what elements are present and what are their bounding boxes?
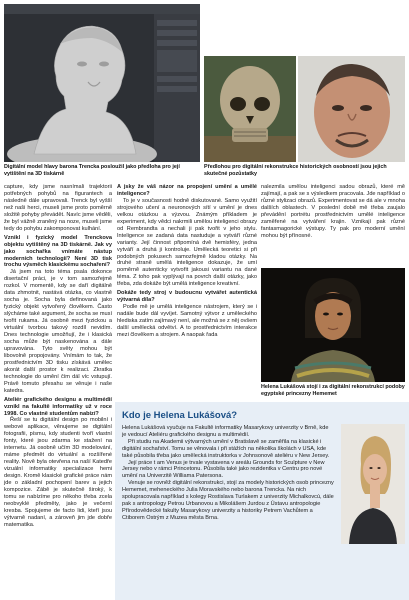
skull-illustration xyxy=(204,56,296,162)
image-reconstructed-face xyxy=(298,56,405,162)
caption-egyptian-princess: Helena Lukášová stojí i za digitální rekonstrukcí podoby egyptské princezny Hememet xyxy=(261,384,405,397)
paragraph: Helena Lukášová vyučuje na Fakultě informatiky Masarykovy univerzity v Brně, kde je vedoucí Ateliéru grafického designu a multimédií. xyxy=(122,425,329,438)
article-column-2 xyxy=(117,184,257,339)
profile-box-text xyxy=(122,425,334,522)
portrait-illustration xyxy=(341,424,405,544)
paragraph: To je v současnosti hodně diskutované. Samo využití strojového učení a neuronových sítí v umění je dnes velkou otázkou a výzvou. Známým příkladem je experiment, kdy vědci nakrmili umělou inteligenci obrazy od Rembrandta a nechali ji pak tvořit v jeho stylu. Inteligence se zadaná data nastuduje a vytváří různé varianty. Její činnost připomíná dvě hemisféry, jedna vytváří a druhá ji kontroluje. Umělecká teoretici si při podobných pokusech samozřejmě kladou otázky. Na druhé straně umělá inteligence dokazuje, že umí poměrně autenticky vytvořit jakousi variantu na dané téma. Z toho pak vyplývají na povrch další otázky, jako třeba, zda dokáže být umělá inteligence kreativní. xyxy=(117,197,257,288)
image-skull xyxy=(204,56,296,162)
interview-question: Vznikl i fyzický model Trenckova objektu vytištěný na 3D tiskárně. Jak vy jako sochařka vnímáte nástup moderních technologií? Není 3D tisk trochu výsměch klasickému sochaření? xyxy=(4,234,112,269)
image-3d-model-software xyxy=(4,4,200,162)
paragraph: Venuje se rovněž digitální rekonstrukci, stojí za modely historických osob princezny Hememet, meheneckého Julia Moravského nebo barona Trencka. Na nich spolupracovala například s kolegy Rostislava Turlakem z univerzity Michalkovcú, dále pak s antropology Petrou Urbanovou a Mikolášem Jurdou z Ústavu antropologie Přírodovědecké fakulty Masarykovy univerzity a historiky Petrem Vachůtem a Ctiborem Ostrým z Muzea města Brna. xyxy=(122,480,334,521)
paragraph: Podle mě je umělá inteligence nástrojem, který se i nadále bude dál vyvíjet. Samotný výtvor z uměleckého hlediska zatím zajímavý není, ale možná se z něj ovšem další umělecká odvětví. A to prostřednictvím interakce mezi člověkem a strojem. A naopak řada xyxy=(117,304,257,339)
article-column-1 xyxy=(4,184,112,529)
interview-question: A jsky že váš názor na propojení umění a umělé inteligence? xyxy=(117,184,257,197)
princess-illustration xyxy=(261,268,405,382)
paragraph: capture, kdy jsme nasnímali trajektorii potřebných pohybů na figurantech a následně dále upravovali. Trenck byl vyšší než naši herci, museli jsme proto poměrně složitě pohyby převádět. Navíc jsme věděli, že byl vážně zraněný na noze, museli jsme tedy do pohybu zakomponovat kulhání. xyxy=(4,184,112,232)
caption-top-right: Předlohou pro digitální rekonstrukce historických osobností jsou jejich skutečné pozůstatky xyxy=(204,164,387,177)
interview-question: Ateliér grafického designu a multimédií vznikl na fakultě informatiky už v roce 1998. Co vlastně studentům nabízí? xyxy=(4,396,112,417)
article-column-3 xyxy=(261,184,405,240)
face-illustration xyxy=(298,56,405,162)
paragraph: nalezmila umělou inteligenci sadou obrazů, které mě zajímají, a pak se s výsledkem pracovala. Jde například o různé stylizaci obrazů. Experimentovat se dá ale v mnoha dalších oblastech. V poslední době mě třeba zaujalo převádění portrétu prostřednictvím umělé inteligence zaměřené na vytváření krajin. Vznikají pak různé fantasmagorické výstupy. Ty pak pro moderní umění mohou být přínosné. xyxy=(261,184,405,239)
profile-box-title: Kdo je Helena Lukášová? xyxy=(122,410,238,421)
portrait-photo xyxy=(341,424,405,544)
paragraph: Řeší se tu digitální design po mobilní i webové aplikace, věnujeme se digitální fotografii, písmu, kdy studenti tvoří vlastní fonty, které jsou zdarma ke stažení na internetu. Já osobně učím 3D modelování, máme předmět do virtuální a rozšířené reality. Nově byla otevřena na naší Katedře vizuální informatiky specializace hemi design. Kromě klasické grafické práce nám jde o základní pochopení barev a jejich kompozice. Zábě je skutečně široký, k tomu se nabízíme pro někoho třeba zcela neobvyklé předměty, jako je večerní kresba. Spojujeme de facto lidi, kteří jsou výtvarně nadaní, a zároveň jim jde dobře matematika. xyxy=(4,417,112,528)
paragraph: Já jsem na toto téma psala dokonce disertační práci, je v tom samozřejmě rozkol. V momentě, kdy se daří digitálně data zhmotnit, nastává otázka, co vlastně socha je. Socha byla definovaná jako fyzický objekt vytvořený člověkem. Často slýcháme také argument, že socha se musí tvořit rukama. Já osobně mezi fyzickou a virtuální tvorbou takový rozdíl nevidím. Dnes technologie umožňují, že i klasická socha může být naskenována a dále upravována. Tyto světy mohou být libovolně propojovány. Vnímám to tak, že prostřednictvím 3D tisku získává umělec akorát další prostor k realizaci. Zkratka technologie do umění čím dál víc vstupují. Právě tomuto přesahu se věnuje i naše katedra. xyxy=(4,269,112,394)
3d-bust-illustration xyxy=(4,4,200,162)
interview-question: Dokáže tedy stroj v budoucnu vytvářet autentická výtvarná díla? xyxy=(117,290,257,304)
caption-top-left: Digitální model hlavy barona Trencka posloužil jako předloha pro její vytištění na 3D tiskárně xyxy=(4,164,180,177)
paragraph: Její práce t am Venus je trvale vystavena v areálu Grounds for Sculpture v New Jersey nebo v rámci Princetonu. Působila také jako rezidentka v Centru pro nové umění na Univerzitě Williama Patersona. xyxy=(122,459,325,480)
image-egyptian-princess xyxy=(261,268,405,382)
paragraph: Při studiu na Akademii výtvarných umění v Bratislavě se zaměřila na klasické i digitální sochařství. Tomu se věnovala i při stážích na několika školách v USA, kde také působila třeba jako umělecká instruktorka v Johnsonově ateliéru v New Jersey. xyxy=(122,438,330,459)
